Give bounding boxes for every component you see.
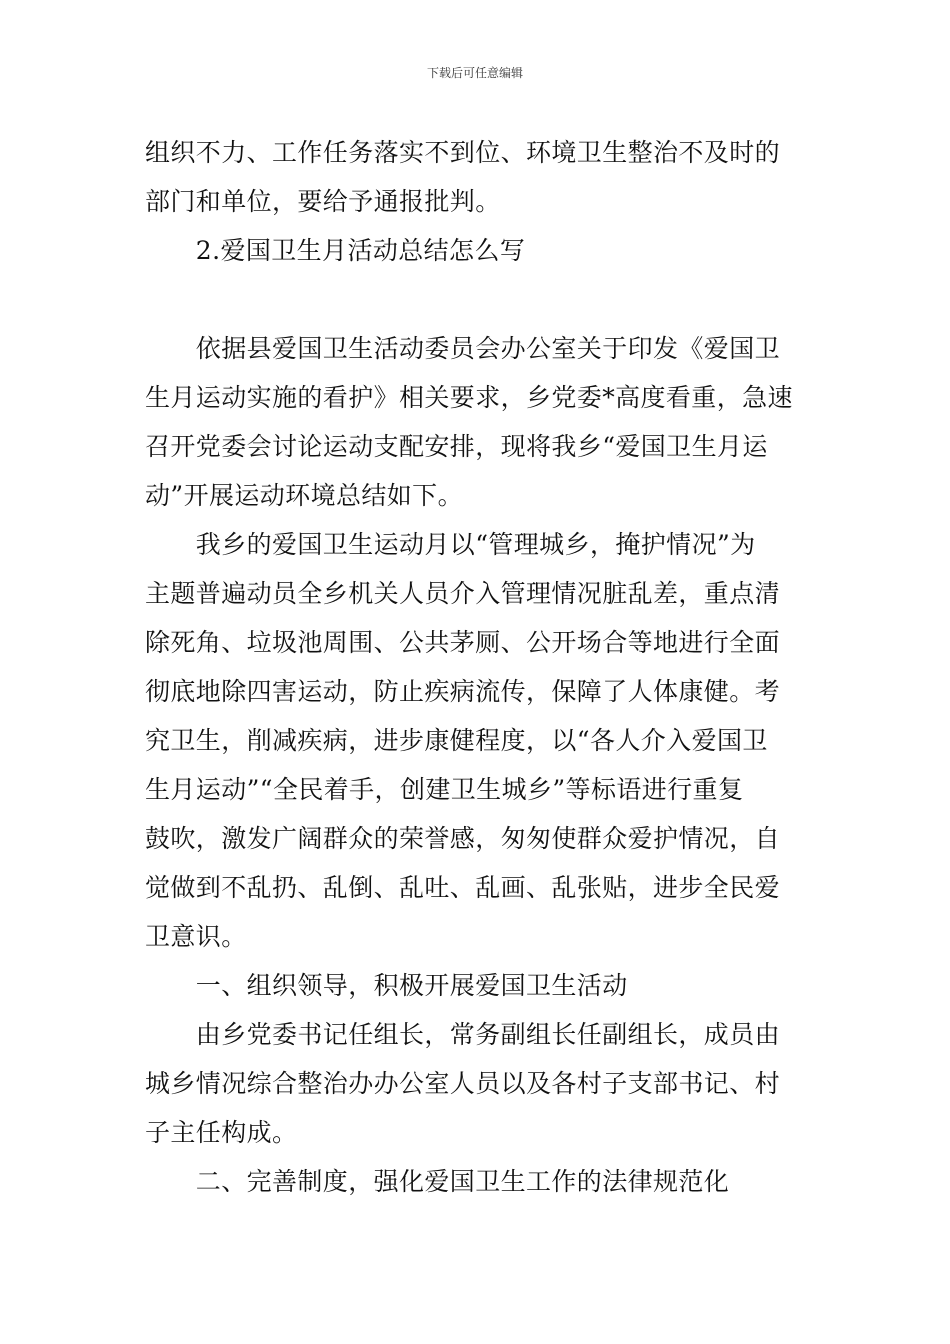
text-line: 动”开展运动环境总结如下。 [145, 481, 463, 510]
text-line: 生月运动”“全民着手，创建卫生城乡”等标语进行重复 [145, 775, 744, 804]
text-line: 究卫生，削减疾病，进步康健程度，以“各人介入爱国卫 [145, 726, 768, 755]
text-line: 觉做到不乱扔、乱倒、乱吐、乱画、乱张贴，进步全民爱 [145, 873, 781, 902]
text-line: 部门和单位，要给予通报批判。 [145, 187, 501, 216]
section-heading: 2.爱国卫生月活动总结怎么写 [145, 236, 526, 265]
text-line: 主题普遍动员全乡机关人员介入管理情况脏乱差，重点清 [145, 579, 781, 608]
text-line: 卫意识。 [145, 922, 247, 951]
text-line: 组织不力、工作任务落实不到位、环境卫生整治不及时的 [145, 138, 781, 167]
text-line: 城乡情况综合整治办办公室人员以及各村子支部书记、村 [145, 1069, 781, 1098]
section-heading: 一、组织领导，积极开展爱国卫生活动 [145, 971, 628, 1000]
document-body [145, 128, 810, 1206]
paragraph-start: 依据县爱国卫生活动委员会办公室关于印发《爱国卫 [145, 334, 781, 363]
text-line: 子主任构成。 [145, 1118, 298, 1147]
text-line: 召开党委会讨论运动支配安排，现将我乡“爱国卫生月运 [145, 432, 768, 461]
text-line: 鼓吹，激发广阔群众的荣誉感，匆匆使群众爱护情况，自 [145, 824, 781, 853]
paragraph-start: 我乡的爱国卫生运动月以“管理城乡，掩护情况”为 [145, 530, 756, 559]
paragraph-start: 由乡党委书记任组长，常务副组长任副组长，成员由 [145, 1020, 781, 1049]
text-line: 彻底地除四害运动，防止疾病流传，保障了人体康健。考 [145, 677, 781, 706]
text-line: 生月运动实施的看护》相关要求，乡党委*高度看重，急速 [145, 383, 793, 412]
blank-line [145, 275, 810, 324]
page-header: 下载后可任意编辑 [426, 66, 523, 80]
section-heading: 二、完善制度，强化爱国卫生工作的法律规范化 [145, 1167, 730, 1196]
text-line: 除死角、垃圾池周围、公共茅厕、公开场合等地进行全面 [145, 628, 781, 657]
